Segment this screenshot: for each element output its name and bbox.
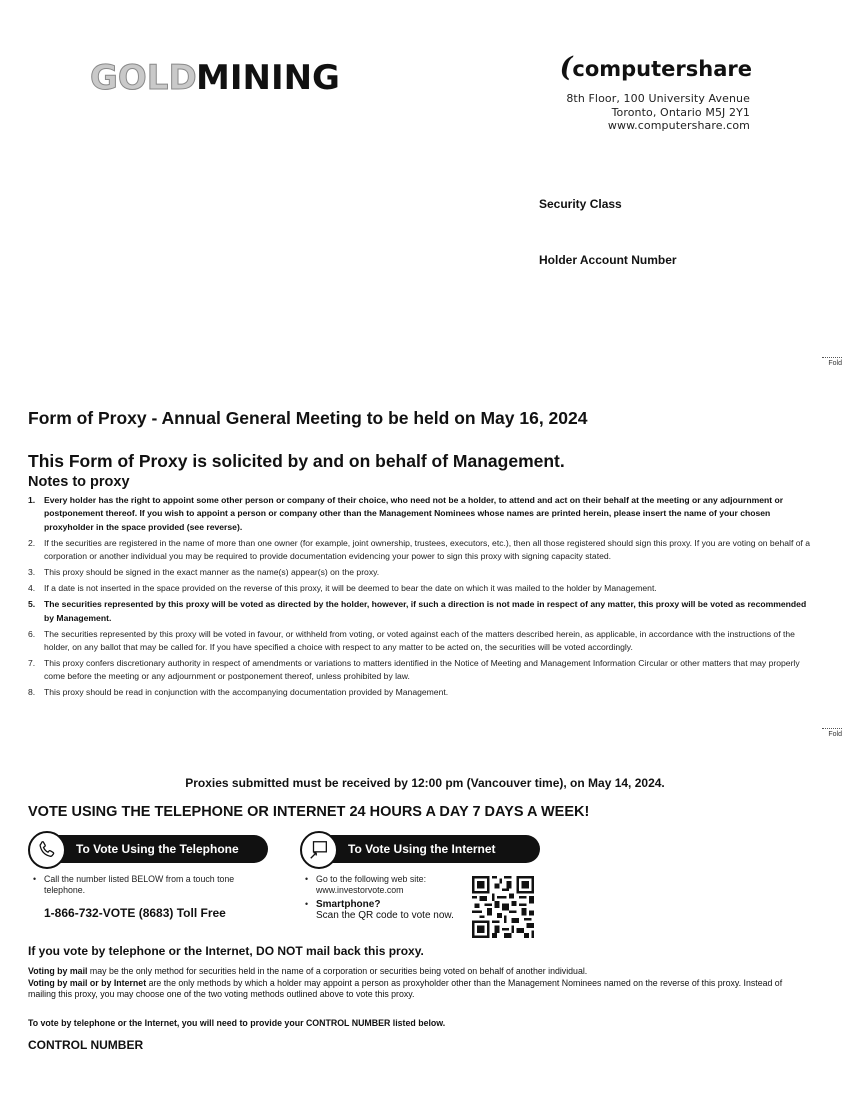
- notes-heading: Notes to proxy: [28, 474, 130, 490]
- note-item: 6. The securities represented by this proxy will be voted in favour, or withheld from voting, or voted against each of the matters described herein, as applicable, in accordance with the instructions of the holder, on any ballot that may be called for. If you have specified a choice with respect to any matter to be acted on, the securities will be voted accordingly.: [28, 628, 795, 653]
- mail-voting-paragraph: [28, 966, 798, 1001]
- telephone-bullet: • Call the number listed BELOW from a touch tone telephone.: [30, 874, 270, 896]
- logo-mining-text: MINING: [196, 58, 340, 98]
- telephone-instructions: [30, 874, 270, 896]
- address-line: Toronto, Ontario M5J 2Y1: [611, 105, 750, 119]
- cursor-screen-icon: [300, 831, 338, 869]
- note-item: 8. This proxy should be read in conjunction with the accompanying documentation provided by Management.: [28, 687, 449, 698]
- internet-bullet: [302, 874, 472, 896]
- telephone-banner-title: To Vote Using the Telephone: [76, 842, 239, 856]
- note-item: 5. The securities represented by this proxy will be voted as directed by the holder, however, if such a direction is not made in respect of any matter, this proxy will be voted as recommended by Management.: [28, 599, 807, 623]
- toll-free-number: 1-866-732-VOTE (8683) Toll Free: [44, 906, 226, 920]
- form-title: Form of Proxy - Annual General Meeting to be held on May 16, 2024: [28, 408, 588, 428]
- computershare-logo-text: computershare: [572, 57, 752, 81]
- mail-lead: Voting by mail: [28, 966, 88, 976]
- vote-heading: VOTE USING THE TELEPHONE OR INTERNET 24 HOURS A DAY 7 DAYS A WEEK!: [28, 804, 590, 820]
- control-number-instruction: To vote by telephone or the Internet, you will need to provide your CONTROL NUMBER listed below.: [28, 1018, 446, 1028]
- smartphone-text: Scan the QR code to vote now.: [316, 910, 454, 921]
- telephone-banner: [48, 835, 268, 863]
- computershare-logo: (computershare: [559, 52, 752, 83]
- fold-marker: Fold: [822, 728, 842, 738]
- voting-url[interactable]: www.investorvote.com: [316, 885, 404, 895]
- note-item: 2. If the securities are registered in the name of more than one owner (for example, joint ownership, trustees, executors, etc.), then all those registered should sign this proxy. If you are voting on behalf of a corporation or another individual you may be required to provide documentation evidencing your power to sign this proxy with signing capacity stated.: [28, 537, 811, 562]
- mail-text: may be the only method for securities held in the name of a corporation or securities being voted on behalf of another individual.: [87, 966, 588, 976]
- note-item: 3. This proxy should be signed in the exact manner as the name(s) appear(s) on the proxy.: [28, 567, 380, 578]
- issuer-address: [566, 92, 750, 133]
- phone-icon: [28, 831, 66, 869]
- note-item: 7. This proxy confers discretionary authority in respect of amendments or variations to matters identified in the Notice of Meeting and Management Information Circular or other matters that may properly come before the meeting or any adjournment or postponement thereof, unless prohibited by law.: [28, 658, 800, 682]
- qr-code-icon[interactable]: [472, 876, 534, 938]
- mail-internet-lead: Voting by mail or by Internet: [28, 977, 147, 988]
- smartphone-bullet: [302, 899, 472, 921]
- address-line: www.computershare.com: [607, 119, 750, 132]
- notes-list: [28, 494, 818, 702]
- deadline-notice: Proxies submitted must be received by 12:00 pm (Vancouver time), on May 14, 2024.: [185, 776, 665, 790]
- note-item: 1. Every holder has the right to appoint some other person or company of their choice, who need not be a holder, to attend and act on their behalf at the meeting or any adjournment or postponement thereof. If you wish to appoint a person or company other than the Management Nominees whose names are printed herein, please insert the name of your chosen proxyholder in the space provided (see reverse).: [28, 495, 784, 532]
- internet-instructions: [302, 874, 472, 921]
- solicitation-statement: This Form of Proxy is solicited by and on behalf of Management.: [28, 451, 565, 471]
- note-item: 4. If a date is not inserted in the space provided on the reverse of this proxy, it will be deemed to bear the date on which it was mailed to the holder by Management.: [28, 583, 657, 594]
- internet-banner-title: To Vote Using the Internet: [348, 842, 496, 856]
- address-line: 8th Floor, 100 University Avenue: [566, 92, 750, 105]
- holder-account-label: Holder Account Number: [539, 253, 677, 267]
- security-class-label: Security Class: [539, 197, 622, 211]
- no-mail-warning: If you vote by telephone or the Internet, DO NOT mail back this proxy.: [28, 944, 424, 958]
- smartphone-title: Smartphone?: [316, 899, 381, 910]
- mail-internet-text: are the only methods by which a holder may appoint a person as proxyholder other than the Management Nominees named on the reverse of this proxy. Instead of mailing this proxy, you may choose one of the two voting methods outlined above to vote this proxy.: [28, 977, 783, 1000]
- fold-marker: Fold: [822, 357, 842, 367]
- logo-gold-text: GOLD: [90, 58, 197, 98]
- internet-banner: [320, 835, 540, 863]
- control-number-label: CONTROL NUMBER: [28, 1038, 144, 1052]
- internet-bullet-text: Go to the following web site:: [316, 874, 427, 884]
